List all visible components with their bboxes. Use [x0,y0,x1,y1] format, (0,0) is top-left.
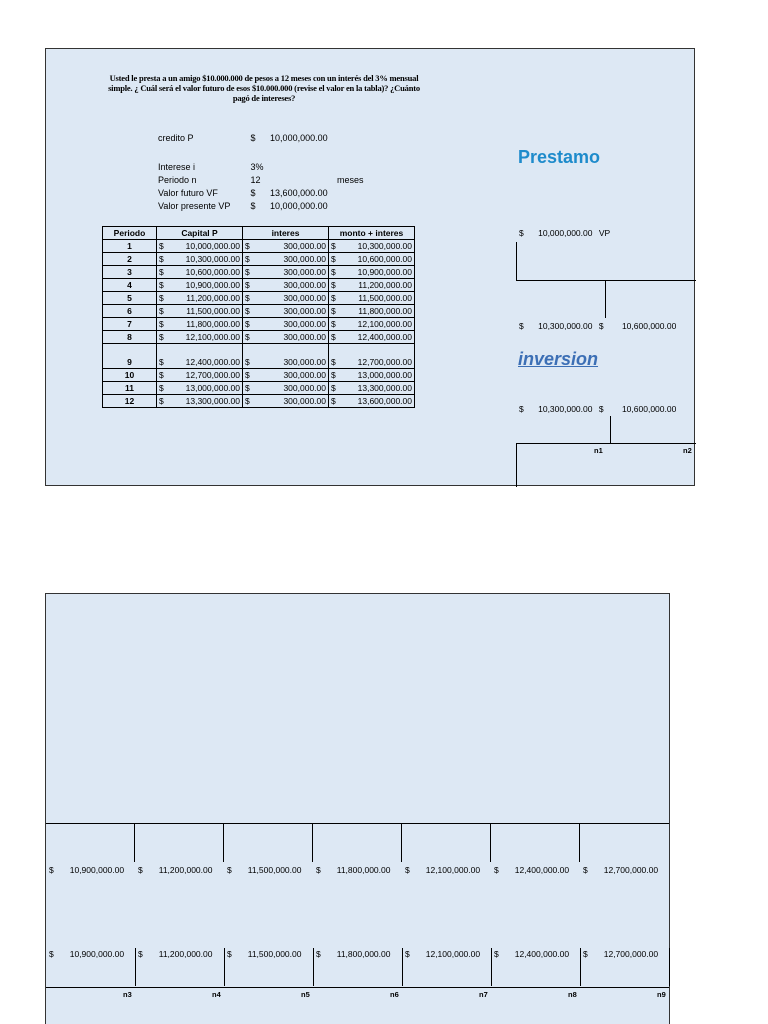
cell-monto [329,305,415,318]
cashflow-value: 11,200,000.00 [158,865,213,875]
currency: $ [316,949,321,959]
vp-cashflow-value: 10,000,000.00 [538,228,593,238]
valor-futuro-row [158,188,328,198]
cell-currency: $ [331,357,336,367]
cell-interes [243,292,329,305]
top-tick [134,824,135,862]
cell-currency: $ [159,332,164,342]
cell-monto [329,240,415,253]
top-tick [579,824,580,862]
cashflow-value: 11,500,000.00 [247,949,302,959]
credito-value: 10,000,000.00 [270,133,328,143]
inversion-n1-tick [610,416,611,443]
cell-value: 10,000,000.00 [185,241,240,251]
table-row [103,395,415,408]
top-tick [223,824,224,862]
bottom-panel [45,593,670,1024]
cell-capital [157,331,243,344]
cell-capital [157,253,243,266]
currency: $ [138,865,143,875]
cell-value: 13,300,000.00 [185,396,240,406]
cell-value: 13,000,000.00 [185,383,240,393]
cell-value: 300,000.00 [283,332,326,342]
vf-currency: $ [250,188,256,198]
cell-currency: $ [331,396,336,406]
header-monto: monto + interes [329,227,415,240]
cell-value: 12,400,000.00 [185,357,240,367]
credito-label: credito P [158,133,194,143]
cashflow-value: 10,900,000.00 [69,949,125,959]
cell-value: 13,300,000.00 [357,383,412,393]
cashflow-value: 11,200,000.00 [158,949,213,959]
cell-interes [243,253,329,266]
cashflow-value: 12,400,000.00 [514,949,570,959]
cell-interes [243,279,329,292]
cell-capital [157,305,243,318]
n2-label: n2 [683,446,692,455]
cell-interes [243,395,329,408]
cell-capital [157,344,243,369]
cashflow-value: 11,800,000.00 [336,949,391,959]
cashflow-value: 10,900,000.00 [69,865,125,875]
vp-cashflow-tag: VP [598,228,611,238]
cell-monto [329,331,415,344]
cell-interes [243,318,329,331]
cell-currency: $ [159,306,164,316]
top-cashflow [316,865,390,875]
cell-currency: $ [159,319,164,329]
cashflow-value: 11,500,000.00 [247,865,302,875]
inversion-cur1: $ [519,404,524,414]
top-cashflow [138,865,212,875]
table-row [103,382,415,395]
credito-row [158,133,328,143]
cell-monto [329,344,415,369]
cell-interes [243,305,329,318]
bottom-tick [580,948,581,986]
cell-currency: $ [245,241,250,251]
bottom-cashflow [138,949,212,959]
table-row [103,344,415,369]
cell-value: 300,000.00 [283,370,326,380]
vf-label: Valor futuro VF [158,188,218,198]
prestamo-heading: Prestamo [518,147,601,167]
cell-currency: $ [331,254,336,264]
period-label: n8 [568,990,577,999]
currency: $ [316,865,321,875]
prestamo-v1: 10,300,000.00 [538,321,593,331]
cell-value: 300,000.00 [283,383,326,393]
cell-capital [157,279,243,292]
cell-value: 300,000.00 [283,241,326,251]
cell-currency: $ [245,383,250,393]
cell-currency: $ [245,280,250,290]
vf-value: 13,600,000.00 [270,188,328,198]
cell-value: 12,700,000.00 [185,370,240,380]
cell-currency: $ [331,280,336,290]
cell-currency: $ [245,254,250,264]
top-cashflow [405,865,480,875]
vp-value: 10,000,000.00 [270,201,328,211]
cell-capital [157,318,243,331]
amortization-table [102,226,415,408]
prestamo-n1-tick [605,280,606,318]
currency: $ [583,949,588,959]
cell-periodo: 11 [103,382,157,395]
cell-periodo: 4 [103,279,157,292]
periodo-unit: meses [337,175,364,185]
cell-value: 12,700,000.00 [357,357,412,367]
vp-label: Valor presente VP [158,201,231,211]
cell-monto [329,266,415,279]
bottom-cashflow [583,949,658,959]
cell-periodo: 2 [103,253,157,266]
cell-periodo: 6 [103,305,157,318]
cell-monto [329,318,415,331]
cashflow-value: 11,800,000.00 [336,865,391,875]
top-cashflow [227,865,301,875]
cell-interes [243,382,329,395]
cell-currency: $ [159,254,164,264]
bottom-tick [402,948,403,986]
timeline-bottom-start [516,443,517,487]
bottom-cashflow [316,949,390,959]
n1-label: n1 [594,446,603,455]
cell-interes [243,344,329,369]
cell-periodo: 7 [103,318,157,331]
bottom-tick [669,948,670,986]
cell-currency: $ [245,319,250,329]
inversion-cur2: $ [598,404,604,414]
cell-value: 11,800,000.00 [358,306,412,316]
cell-currency: $ [159,241,164,251]
cell-value: 10,300,000.00 [357,241,412,251]
header-interes: interes [243,227,329,240]
currency: $ [494,865,499,875]
cell-interes [243,369,329,382]
cell-currency: $ [245,396,250,406]
cell-currency: $ [159,293,164,303]
cell-capital [157,369,243,382]
periodo-value: 12 [250,175,261,185]
cell-interes [243,240,329,253]
cashflow-value: 12,100,000.00 [425,865,481,875]
cell-value: 300,000.00 [283,306,326,316]
vp-currency: $ [250,201,256,211]
table-row [103,305,415,318]
timeline-bottom-2 [46,987,669,988]
cell-currency: $ [245,293,250,303]
currency: $ [49,865,54,875]
cell-currency: $ [159,370,164,380]
table-row [103,266,415,279]
cell-periodo: 10 [103,369,157,382]
cell-value: 11,200,000.00 [358,280,412,290]
vp-cashflow [519,228,610,238]
periodo-row [158,175,261,185]
cell-capital [157,292,243,305]
cell-interes [243,331,329,344]
currency: $ [138,949,143,959]
cell-currency: $ [159,267,164,277]
currency: $ [227,865,232,875]
prestamo-v2: 10,600,000.00 [621,321,677,331]
period-label: n5 [301,990,310,999]
currency: $ [583,865,588,875]
cell-currency: $ [245,267,250,277]
header-capital: Capital P [157,227,243,240]
currency: $ [405,865,410,875]
cell-currency: $ [245,306,250,316]
inversion-heading: inversion [518,349,599,369]
table-row [103,369,415,382]
table-row [103,279,415,292]
cell-value: 10,600,000.00 [357,254,412,264]
period-label: n4 [212,990,221,999]
bottom-cashflow [494,949,569,959]
problem-statement: Usted le presta a un amigo $10.000.000 de pesos a 12 meses con un interés del 3% mensual simple. ¿ Cuál será el valor futuro de esos $10.000.000 (revise el valor en la tabla)? ¿Cuánto pagó de intereses? [108,73,420,103]
cell-value: 11,200,000.00 [186,293,240,303]
cell-value: 12,400,000.00 [357,332,412,342]
cell-currency: $ [331,293,336,303]
cell-periodo: 1 [103,240,157,253]
table-row [103,240,415,253]
bottom-tick [313,948,314,986]
cell-periodo: 3 [103,266,157,279]
cashflow-value: 12,700,000.00 [603,949,659,959]
cell-currency: $ [159,280,164,290]
period-label: n9 [657,990,666,999]
top-tick [401,824,402,862]
table-row [103,331,415,344]
bottom-tick [491,948,492,986]
cell-value: 300,000.00 [283,293,326,303]
cell-value: 10,900,000.00 [357,267,412,277]
cell-value: 300,000.00 [283,267,326,277]
table-row [103,253,415,266]
cell-currency: $ [245,332,250,342]
currency: $ [494,949,499,959]
cell-value: 11,500,000.00 [358,293,412,303]
cell-currency: $ [331,267,336,277]
timeline-bottom [516,443,696,444]
credito-currency: $ [250,133,256,143]
bottom-tick [224,948,225,986]
cell-currency: $ [245,370,250,380]
bottom-tick [135,948,136,986]
cell-value: 300,000.00 [283,396,326,406]
interes-value: 3% [250,162,264,172]
cell-currency: $ [159,383,164,393]
cell-currency: $ [245,357,250,367]
top-tick [312,824,313,862]
cashflow-value: 12,700,000.00 [603,865,659,875]
cell-currency: $ [331,370,336,380]
period-label: n3 [123,990,132,999]
periodo-label: Periodo n [158,175,197,185]
cell-currency: $ [331,332,336,342]
cell-monto [329,292,415,305]
interes-label: Interese i [158,162,196,172]
cell-currency: $ [331,306,336,316]
period-label: n7 [479,990,488,999]
cell-monto [329,279,415,292]
cell-periodo: 12 [103,395,157,408]
cell-capital [157,240,243,253]
top-cashflow [49,865,124,875]
table-row [103,292,415,305]
cell-periodo: 9 [103,344,157,369]
cell-value: 300,000.00 [283,280,326,290]
cell-capital [157,395,243,408]
cell-value: 12,100,000.00 [357,319,412,329]
bottom-cashflow [405,949,480,959]
cell-value: 300,000.00 [283,254,326,264]
cell-monto [329,382,415,395]
cell-value: 13,000,000.00 [357,370,412,380]
period-label: n6 [390,990,399,999]
timeline-top-2 [46,823,669,824]
cell-currency: $ [331,241,336,251]
vp-cashflow-currency: $ [519,228,524,238]
cell-value: 300,000.00 [283,357,326,367]
cashflow-value: 12,400,000.00 [514,865,570,875]
cell-monto [329,395,415,408]
currency: $ [227,949,232,959]
timeline-top [516,280,696,281]
cell-monto [329,253,415,266]
prestamo-cur2: $ [598,321,604,331]
cell-currency: $ [331,383,336,393]
bottom-cashflow [49,949,124,959]
cell-periodo: 8 [103,331,157,344]
top-cashflow [583,865,658,875]
cashflow-value: 12,100,000.00 [425,949,481,959]
prestamo-cashflow-row [519,321,676,331]
bottom-cashflow [227,949,301,959]
inversion-v1: 10,300,000.00 [538,404,593,414]
cell-value: 11,800,000.00 [186,319,240,329]
cell-value: 11,500,000.00 [186,306,240,316]
currency: $ [49,949,54,959]
cell-value: 12,100,000.00 [185,332,240,342]
top-cashflow [494,865,569,875]
cell-value: 300,000.00 [283,319,326,329]
top-panel [45,48,695,486]
prestamo-cur1: $ [519,321,524,331]
valor-presente-row [158,201,328,211]
interes-row [158,162,264,172]
currency: $ [405,949,410,959]
cell-periodo: 5 [103,292,157,305]
inversion-cashflow-row [519,404,676,414]
inversion-v2: 10,600,000.00 [621,404,677,414]
top-tick [490,824,491,862]
cell-value: 10,600,000.00 [185,267,240,277]
cell-currency: $ [159,396,164,406]
table-row [103,318,415,331]
cell-value: 10,300,000.00 [185,254,240,264]
cell-currency: $ [331,319,336,329]
cell-capital [157,382,243,395]
cell-value: 13,600,000.00 [357,396,412,406]
cell-monto [329,369,415,382]
vp-arrow-line [516,242,517,280]
cell-capital [157,266,243,279]
cell-value: 10,900,000.00 [185,280,240,290]
cell-currency: $ [159,357,164,367]
table-header-row [103,227,415,240]
header-periodo: Periodo [103,227,157,240]
cell-interes [243,266,329,279]
